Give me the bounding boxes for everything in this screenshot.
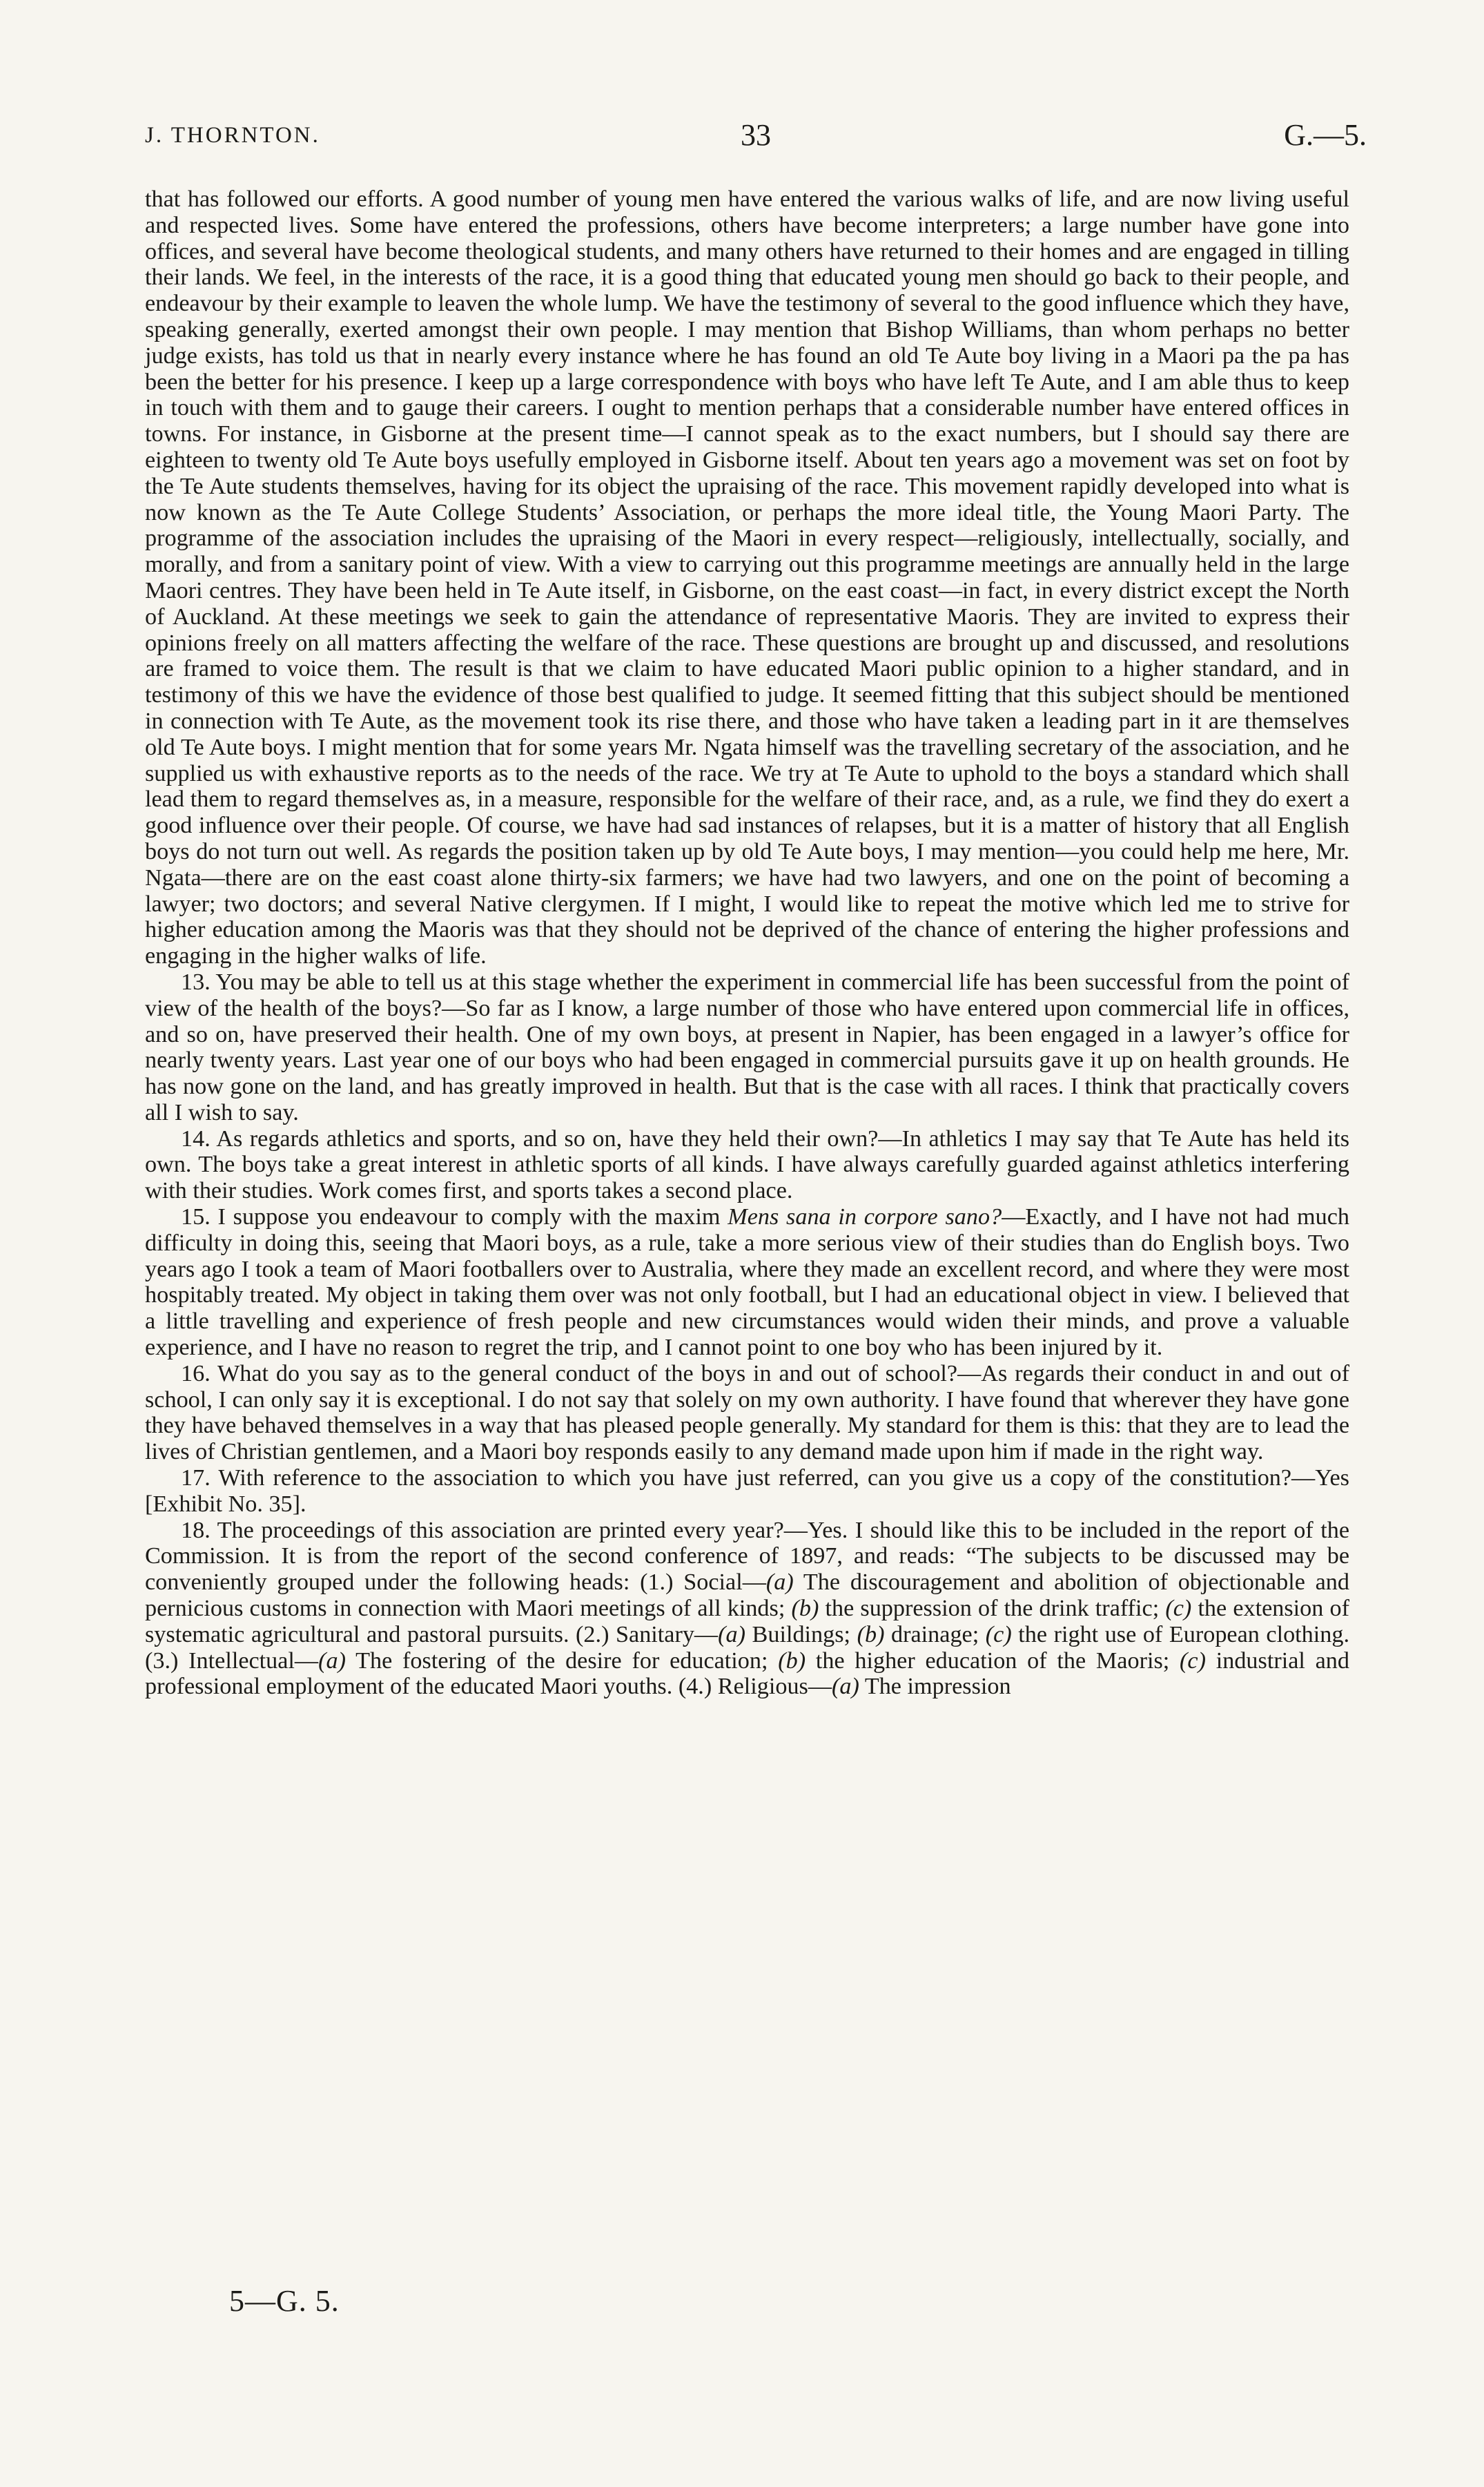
paragraph-question-15 (145, 1204, 1349, 1361)
list-marker: (a) (318, 1647, 346, 1674)
list-marker: (a) (765, 1569, 794, 1596)
list-marker: (c) (985, 1621, 1012, 1647)
q15-text-end: —Exactly, and I have not had much difficulty in doing this, seeing that Maori boys, as a rule, take a more serious view of their studies than do English boys. Two years ago I took a team of Maori footballers over to Australia, where they made an excellent record, and where they were most hospitably treated. My object in taking them over was not only football, but I had an educational object in view. I believed that a little travelling and experience of fresh people and new circumstances would widen their minds, and prove a valuable experience, and I have no reason to regret the trip, and I cannot point to one boy who has been injured by it. (145, 1204, 1349, 1361)
paragraph-question-13: 13. You may be able to tell us at this stage whether the experiment in commercial life has been successful from the point of view of the health of the boys?—So far as I know, a large number of those who have entered upon commercial life in offices, and so on, have preserved their health. One of my own boys, at present in Napier, has been engaged in a lawyer’s office for nearly twenty years. Last year one of our boys who had been engaged in commercial pursuits gave it up on health grounds. He has now gone on the land, and has greatly improved in health. But that is the case with all races. I think that practically covers all I wish to say. (145, 969, 1349, 1125)
paragraph-question-17: 17. With reference to the association to which you have just referred, can you give us a copy of the constitution?—Yes [Exhibit No. 35]. (145, 1465, 1349, 1517)
q18-text: Buildings; (745, 1621, 857, 1647)
list-marker: (a) (832, 1674, 859, 1700)
list-marker: (c) (1180, 1647, 1206, 1674)
q18-text: 18. The proceedings of this association are printed every year?—Yes. I should like this to be included in the report of the Commission. It is from the report of the second conference of 1897, and reads: “The subjects to be discussed may be conveniently grouped under the following heads: (1.) Social— (145, 1517, 1349, 1596)
q18-text: the extension of systematic agricultural and pastoral pursuits. (2.) Sanitary— (145, 1596, 1349, 1647)
page-number: 33 (741, 118, 771, 152)
signature-mark: 5—G. 5. (229, 2284, 340, 2318)
q18-text: The discouragement and abolition of objectionable and pernicious customs in connection with Maori meetings of all kinds; (145, 1569, 1349, 1622)
body-text (145, 186, 1349, 1700)
q18-text: The impression (859, 1674, 1011, 1700)
q15-text-start: 15. I suppose you endeavour to comply with the maxim (181, 1204, 728, 1230)
list-marker: (a) (718, 1621, 745, 1647)
paragraph-question-14: 14. As regards athletics and sports, and so on, have they held their own?—In athletics I may say that Te Aute has held its own. The boys take a great interest in athletic sports of all kinds. I have always carefully guarded against athletics interfering with their studies. Work comes first, and sports takes a second place. (145, 1125, 1349, 1204)
page-header (145, 117, 1367, 159)
q18-text: the higher education of the Maoris; (806, 1647, 1180, 1674)
document-code: G.—5. (1284, 118, 1367, 152)
list-marker: (b) (791, 1596, 819, 1622)
q18-text: drainage; (884, 1621, 986, 1647)
list-marker: (b) (857, 1621, 885, 1647)
q18-text: the suppression of the drink traffic; (819, 1596, 1166, 1622)
paragraph-question-18 (145, 1518, 1349, 1701)
latin-maxim: Mens sana in corpore sano? (728, 1204, 1002, 1230)
paragraph-continued: that has followed our efforts. A good number of young men have entered the various walks of life, and are now living useful and respected lives. Some have entered the professions, others have become interpreters; a large number have gone into offices, and several have become theological students, and many others have returned to their homes and are engaged in tilling their lands. We feel, in the interests of the race, it is a good thing that educated young men should go back to their people, and endeavour by their example to leaven the whole lump. We have the testimony of several to the good influence which they have, speaking generally, exerted amongst their own people. I may mention that Bishop Williams, than whom perhaps no better judge exists, has told us that in nearly every instance where he has found an old Te Aute boy living in a Maori pa the pa has been the better for his presence. I keep up a large correspondence with boys who have left Te Aute, and I am able thus to keep in touch with them and to gauge their careers. I ought to mention perhaps that a considerable number have entered offices in towns. For instance, in Gisborne at the present time—I cannot speak as to the exact numbers, but I should say there are eighteen to twenty old Te Aute boys usefully employed in Gisborne itself. About ten years ago a movement was set on foot by the Te Aute students themselves, having for its object the upraising of the race. This movement rapidly developed into what is now known as the Te Aute College Students’ Association, or perhaps the more ideal title, the Young Maori Party. The programme of the association includes the upraising of the Maori in every respect—religiously, intellectually, socially, and morally, and from a sanitary point of view. With a view to carrying out this programme meetings are annually held in the large Maori centres. They have been held in Te Aute itself, in Gisborne, on the east coast—in fact, in every district except the North of Auckland. At these meetings we seek to gain the attendance of representative Maoris. They are invited to express their opinions freely on all matters affecting the welfare of the race. These questions are brought up and discussed, and resolutions are framed to voice them. The result is that we claim to have educated Maori public opinion to a higher standard, and in testimony of this we have the evidence of those best qualified to judge. It seemed fitting that this subject should be mentioned in connection with Te Aute, as the movement took its rise there, and those who have taken a leading part in it are themselves old Te Aute boys. I might mention that for some years Mr. Ngata himself was the travelling secretary of the association, and he supplied us with exhaustive reports as to the needs of the race. We try at Te Aute to uphold to the boys a standard which shall lead them to regard themselves as, in a measure, responsible for the welfare of their race, and, as a rule, we find they do exert a good influence over their people. Of course, we have had sad instances of relapses, but it is a matter of history that all English boys do not turn out well. As regards the position taken up by old Te Aute boys, I may mention—you could help me here, Mr. Ngata—there are on the east coast alone thirty-six farmers; we have had two lawyers, and one on the point of becoming a lawyer; two doctors; and several Native clergymen. If I might, I would like to repeat the motive which led me to strive for higher education among the Maoris was that they should not be deprived of the chance of entering the higher professions and engaging in the higher walks of life. (145, 186, 1349, 969)
paragraph-question-16: 16. What do you say as to the general conduct of the boys in and out of school?—As regards their conduct in and out of school, I can only say it is exceptional. I do not say that solely on my own authority. I have found that wherever they have gone they have behaved themselves in a way that has pleased people generally. My standard for them is this: that they are to lead the lives of Christian gentlemen, and a Maori boy responds easily to any demand made upon him if made in the right way. (145, 1360, 1349, 1465)
q18-text: industrial and professional employment of the educated Maori youths. (4.) Religious— (145, 1647, 1349, 1700)
list-marker: (b) (778, 1647, 806, 1674)
list-marker: (c) (1165, 1596, 1192, 1622)
q18-text: The fostering of the desire for education; (346, 1647, 779, 1674)
q18-text: the right use of European clothing. (3.) Intellectual— (145, 1621, 1350, 1674)
header-author: J. THORNTON. (145, 123, 320, 148)
